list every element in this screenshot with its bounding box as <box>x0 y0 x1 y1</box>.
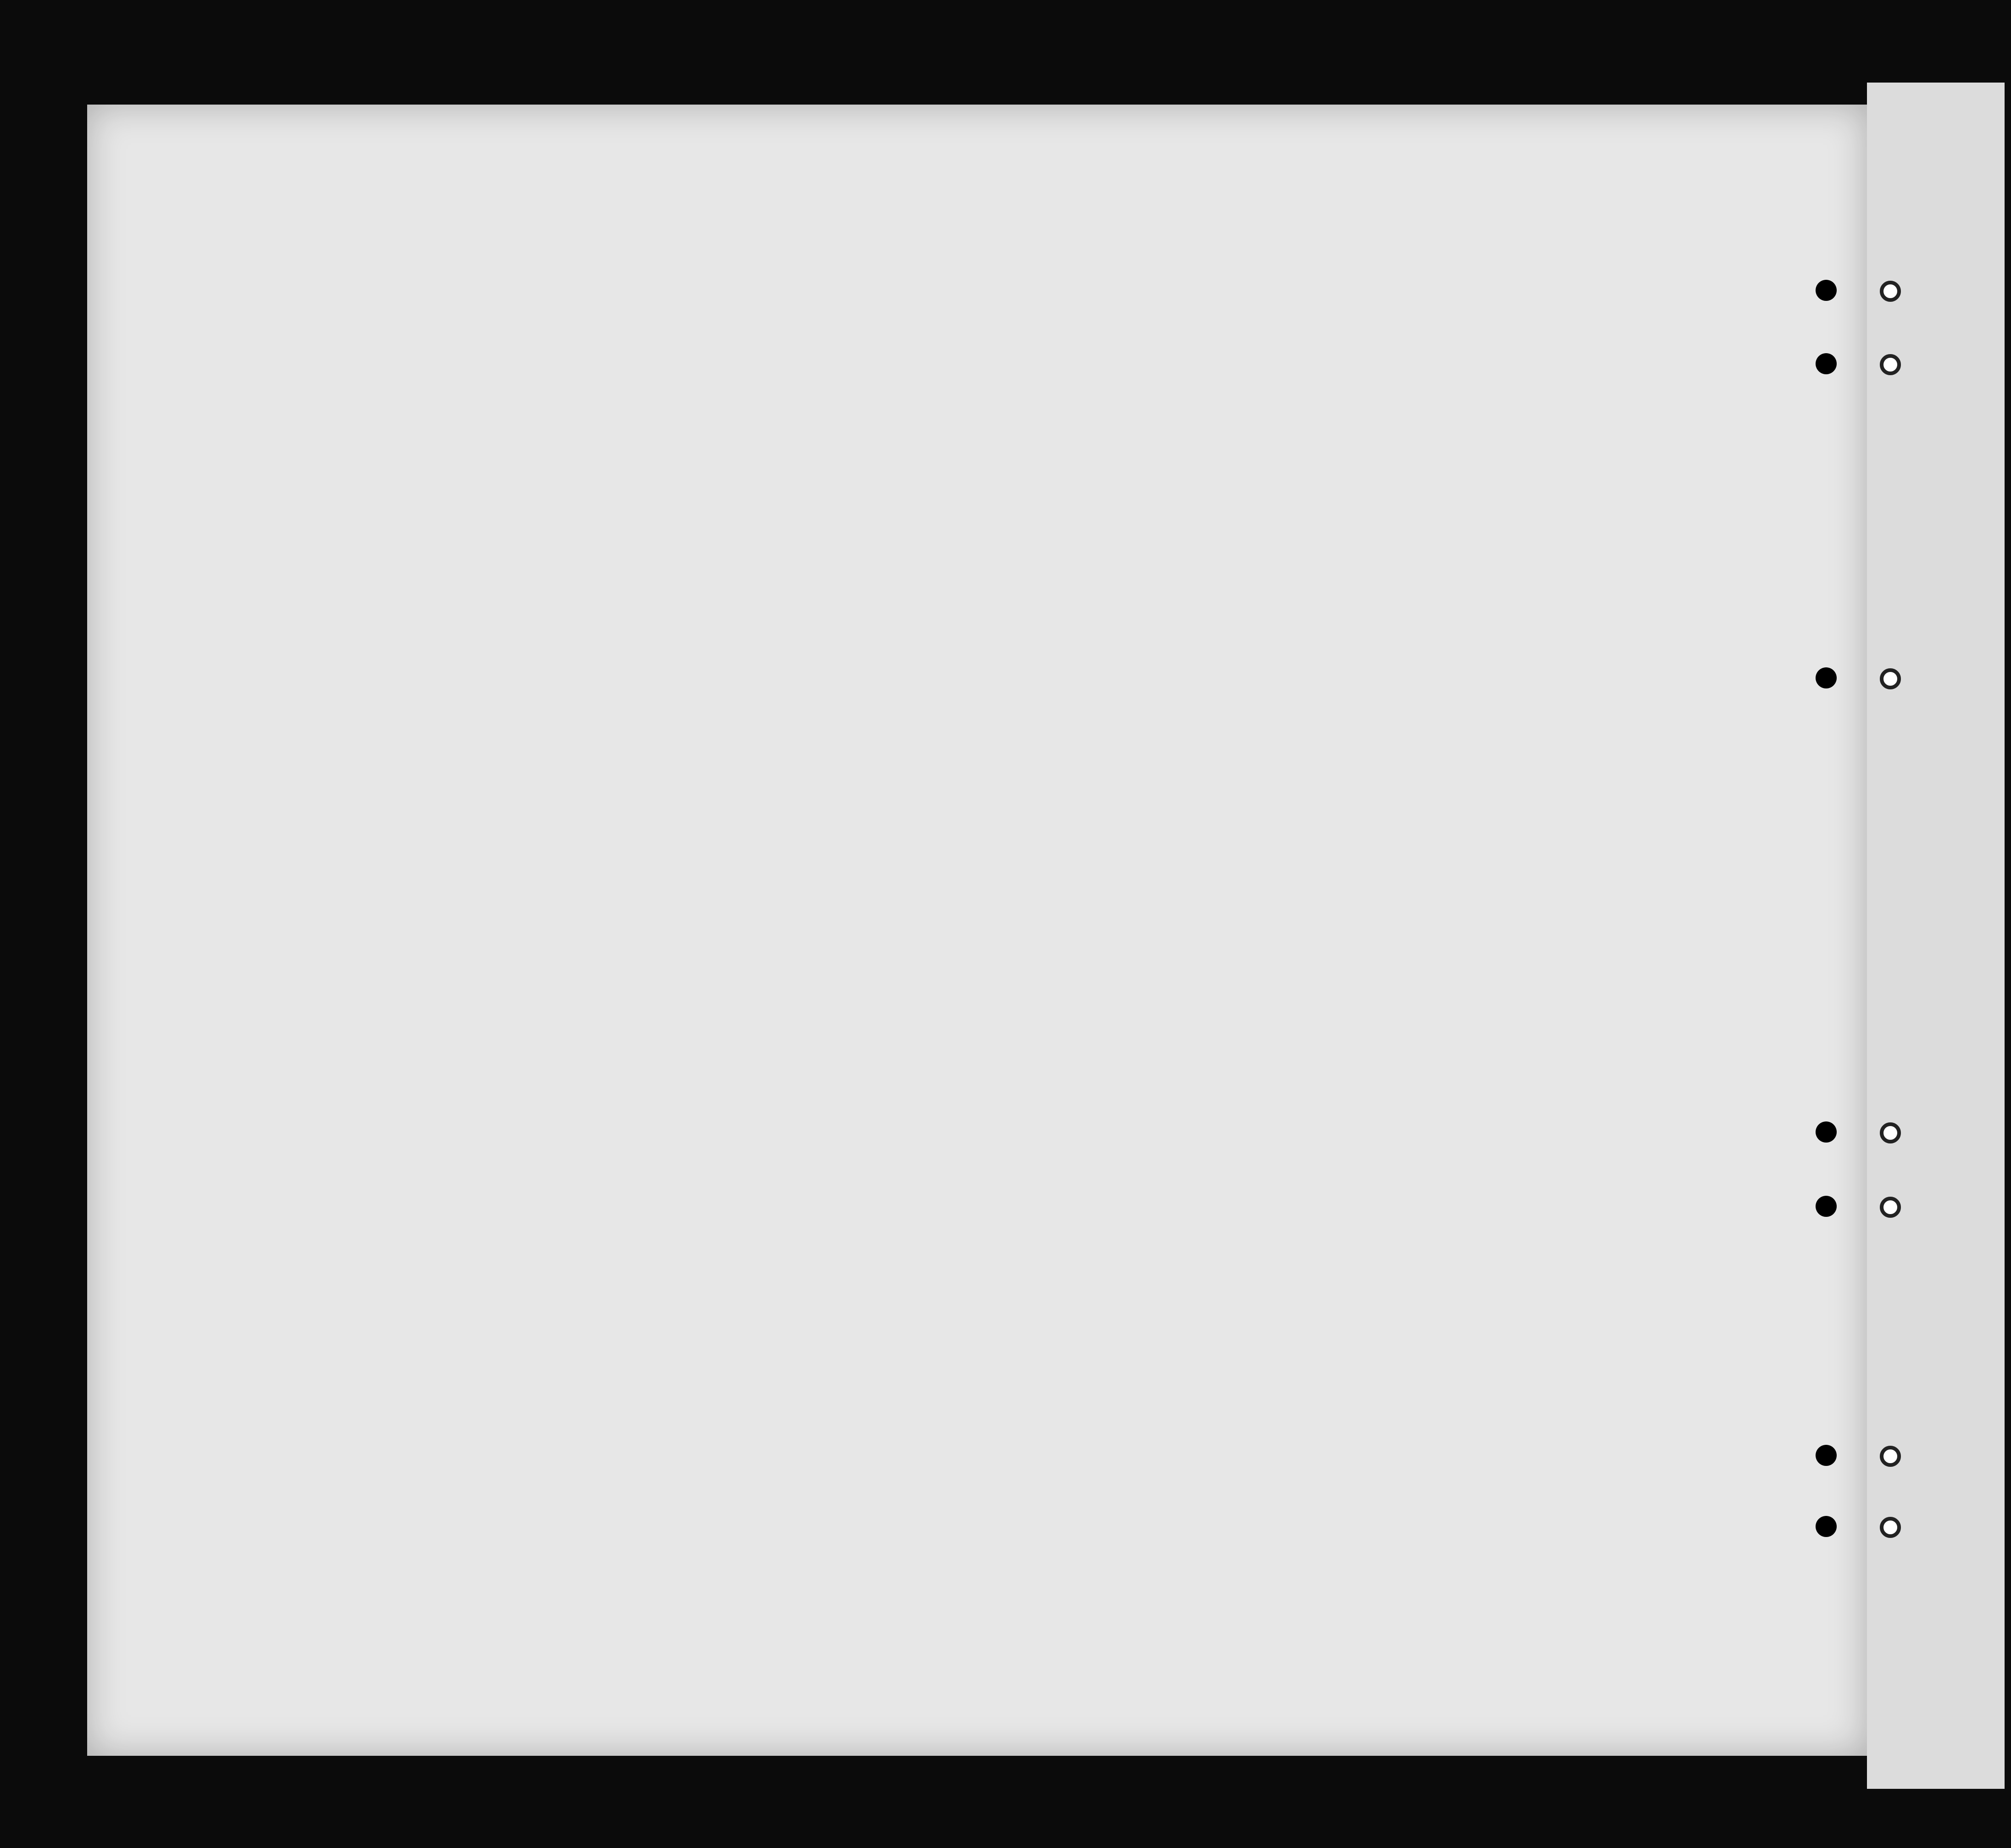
punch-hole <box>1816 1196 1837 1217</box>
punch-hole <box>1816 280 1837 301</box>
punch-hole <box>1880 1197 1901 1218</box>
punch-hole <box>1880 668 1901 689</box>
punch-hole <box>1816 353 1837 374</box>
punch-hole <box>1816 1445 1837 1466</box>
punch-hole <box>1880 354 1901 375</box>
punch-hole <box>1816 1516 1837 1537</box>
punch-hole <box>1816 667 1837 688</box>
punch-hole <box>1816 1121 1837 1143</box>
punch-hole <box>1880 1517 1901 1538</box>
punch-hole <box>1880 1446 1901 1467</box>
punch-hole <box>1880 281 1901 302</box>
punch-hole <box>1880 1122 1901 1143</box>
